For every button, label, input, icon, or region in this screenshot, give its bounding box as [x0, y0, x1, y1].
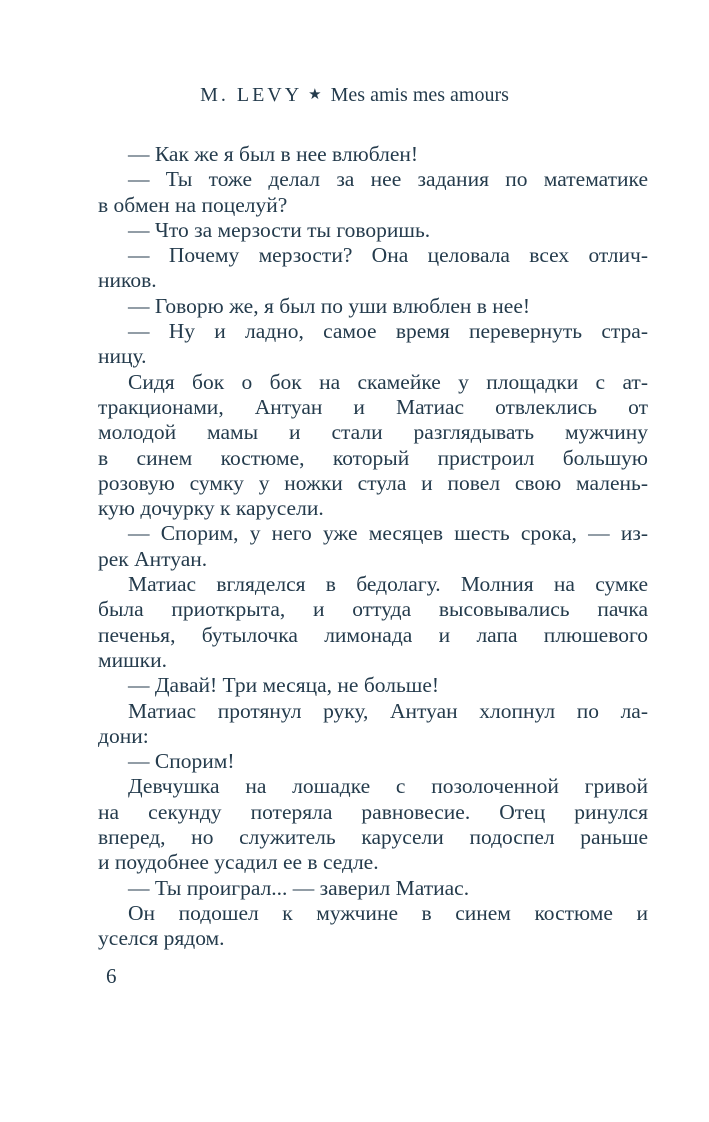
- text-line: Сидя бок о бок на скамейке у площадки с ат-: [128, 369, 648, 394]
- text-line: дони:: [98, 723, 149, 748]
- text-line: Матиас протянул руку, Антуан хлопнул по ла-: [128, 698, 648, 723]
- text-line: — Что за мерзости ты говоришь.: [128, 217, 431, 242]
- text-line: в обмен на поцелуй?: [98, 192, 288, 217]
- text-line: — Ты проиграл... — заверил Матиас.: [128, 875, 470, 900]
- text-line: мишки.: [98, 647, 167, 672]
- text-line: рек Антуан.: [98, 546, 208, 571]
- text-line: Он подошел к мужчине в синем костюме и: [128, 900, 648, 925]
- text-line: розовую сумку у ножки стула и повел свою малень-: [98, 470, 648, 495]
- text-line: ников.: [98, 268, 157, 293]
- text-line: — Почему мерзости? Она целовала всех отлич-: [128, 243, 648, 268]
- body-lines: [98, 142, 648, 952]
- text-line: печенья, бутылочка лимонада и лапа плюшевого: [98, 622, 648, 647]
- text-line: — Давай! Три месяца, не больше!: [128, 673, 440, 698]
- text-line: ницу.: [98, 344, 147, 369]
- text-line: кую дочурку к карусели.: [98, 496, 324, 521]
- star-icon: ★: [308, 87, 322, 103]
- text-line: на секунду потеряла равновесие. Отец ринулся: [98, 799, 648, 824]
- text-line: — Говорю же, я был по уши влюблен в нее!: [128, 293, 531, 318]
- text-line: — Ты тоже делал за нее задания по математике: [128, 167, 648, 192]
- text-line: Матиас вгляделся в бедолагу. Молния на сумке: [128, 572, 648, 597]
- text-line: Девчушка на лошадке с позолоченной гривой: [128, 774, 648, 799]
- header-title: Mes amis mes amours: [330, 84, 509, 106]
- text-line: вперед, но служитель карусели подоспел раньше: [98, 825, 648, 850]
- text-line: — Спорим!: [128, 749, 235, 774]
- text-line: молодой мамы и стали разглядывать мужчину: [98, 420, 648, 445]
- text-line: была приоткрыта, и оттуда высовывались пачка: [98, 597, 648, 622]
- text-line: — Спорим, у него уже месяцев шесть срока, — из-: [128, 521, 648, 546]
- running-header: [0, 84, 709, 107]
- page-number: 6: [106, 964, 117, 988]
- text-line: — Как же я был в нее влюблен!: [128, 142, 419, 166]
- text-line: и поудобнее усадил ее в седле.: [98, 850, 379, 875]
- header-author: M. LEVY: [200, 84, 303, 106]
- text-line: в синем костюме, который пристроил большую: [98, 445, 648, 470]
- text-line: уселся рядом.: [98, 926, 225, 951]
- text-line: — Ну и ладно, самое время перевернуть стра-: [128, 319, 648, 344]
- text-line: тракционами, Антуан и Матиас отвлеклись от: [98, 394, 648, 419]
